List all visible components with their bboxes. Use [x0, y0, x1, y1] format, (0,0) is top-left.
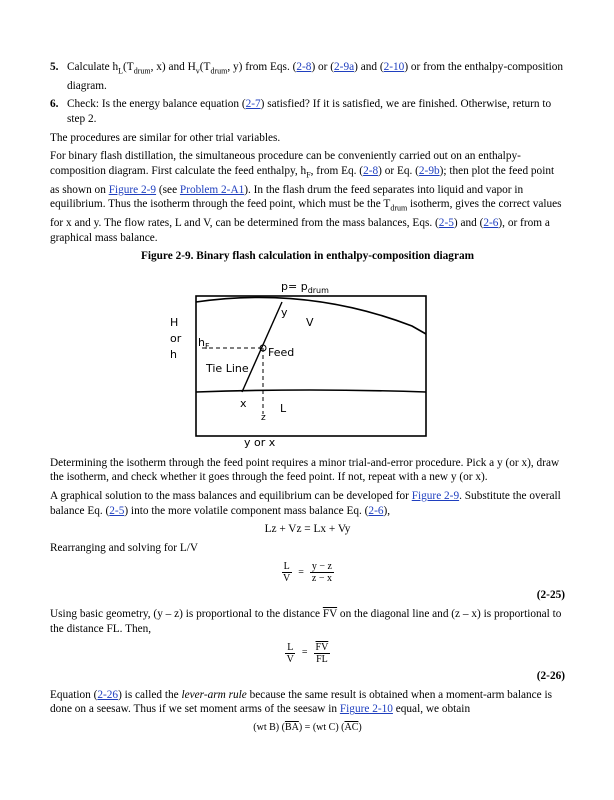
denominator: V	[286, 654, 294, 666]
text: Check: Is the energy balance equation (	[67, 98, 246, 111]
text: (wt B) (	[253, 722, 285, 733]
feed-label: Feed	[267, 345, 294, 359]
segment-AC: $\overline{AC}$	[344, 722, 359, 733]
text: ); then plot the feed point as shown on	[50, 164, 555, 196]
text: (see	[156, 183, 180, 196]
fraction-rhs	[314, 642, 331, 665]
text: For binary flash distillation, the simultaneous procedure can be conveniently carried out on an enthalpy-composition diagram. First calculate the feed enthalpy, h	[50, 150, 521, 177]
axis-H-label: H	[169, 315, 178, 329]
subscript: L	[118, 66, 124, 76]
para-lever-arm	[50, 688, 565, 717]
text: isotherm, gives the correct values for x and y. The flow rates, L and V, can be determined from the mass balances, Eqs. (	[50, 198, 562, 230]
liquid-saturation-curve	[196, 390, 426, 392]
fraction-lhs	[281, 561, 292, 584]
text: Equation (	[50, 688, 98, 701]
step-6	[50, 97, 565, 126]
text: , from Eq. (	[310, 164, 364, 177]
x-axis-label: y or x	[243, 435, 275, 449]
link-figure-2-9[interactable]: Figure 2-9	[411, 490, 460, 503]
link-eq-2-6[interactable]: 2-6	[368, 504, 384, 517]
fraction-lhs	[285, 642, 296, 665]
text: ) satisfied? If it is satisfied, we are finished. Otherwise, return to step 2.	[67, 98, 552, 126]
link-eq-2-8[interactable]: 2-8	[363, 164, 379, 177]
link-figure-2-9[interactable]: Figure 2-9	[108, 183, 157, 196]
equals-sign: =	[301, 647, 308, 659]
denominator: FL	[316, 654, 328, 666]
axis-h-label: h	[169, 347, 177, 361]
segment-FV: $\overline{FV}$	[322, 608, 338, 621]
emphasis-lever-arm-rule: lever-arm rule	[181, 688, 247, 701]
document-page	[50, 60, 565, 740]
z-point-label: z	[260, 412, 266, 423]
text: ),	[383, 504, 391, 517]
numerator: $\overline{FV}$	[315, 642, 329, 654]
equation-seesaw	[50, 721, 565, 736]
link-eq-2-8[interactable]: 2-8	[296, 61, 312, 73]
figure-caption: Figure 2-9. Binary flash calculation in enthalpy-composition diagram	[140, 250, 475, 263]
x-point-label: x	[239, 396, 247, 410]
text: )	[358, 722, 362, 733]
text: ) or (	[311, 61, 335, 73]
text: ) = (wt C) (	[298, 722, 345, 733]
para-binary	[50, 149, 565, 245]
link-problem-2-a1[interactable]: Problem 2-A1	[179, 183, 245, 196]
numerator: L	[287, 642, 294, 654]
subscript: v	[195, 66, 200, 76]
text: ) and (	[354, 61, 384, 73]
subscript: drum	[390, 203, 408, 213]
link-eq-2-5[interactable]: 2-5	[438, 217, 454, 230]
equation-2-25	[50, 561, 565, 584]
y-point-label: y	[280, 305, 288, 319]
para-similar: The procedures are similar for other trial variables.	[50, 131, 281, 144]
text: A graphical solution to the mass balances and equilibrium can be developed for	[50, 490, 412, 503]
text: ) or Eq. (	[378, 164, 419, 177]
text: ), or from a graphical mass balance.	[50, 217, 550, 244]
step-number: 6.	[50, 98, 59, 111]
subscript: drum	[133, 66, 151, 76]
text: ). In the flash drum the feed separates into liquid and vapor in equilibrium. Thus the isotherm through the feed point, which must be the T	[50, 183, 524, 211]
para-rearranging: Rearranging and solving for L/V	[50, 541, 199, 554]
text: on the diagonal line and (z – x) is proportional to the distance FL. Then,	[50, 608, 562, 635]
text: , x) and H	[150, 61, 196, 73]
step-text	[67, 60, 565, 93]
link-eq-2-5[interactable]: 2-5	[109, 504, 125, 517]
para-geometry	[50, 607, 565, 636]
text: , y) from Eqs. (	[227, 61, 297, 73]
hF-label: $h_F$	[197, 335, 210, 351]
link-eq-2-7[interactable]: 2-7	[245, 98, 261, 111]
step-text	[67, 97, 565, 126]
step-5	[50, 60, 565, 93]
axis-or-label: or	[169, 331, 181, 345]
link-eq-2-9b[interactable]: 2-9b	[418, 164, 440, 177]
tie-line-label: Tie Line	[205, 361, 249, 375]
text: (T	[123, 61, 134, 73]
fraction-rhs	[310, 561, 334, 584]
enthalpy-composition-figure	[158, 268, 458, 450]
text: equal, we obtain	[392, 703, 471, 716]
link-eq-2-9a[interactable]: 2-9a	[334, 61, 355, 73]
link-eq-2-26[interactable]: 2-26	[97, 688, 119, 701]
equation-2-26	[50, 642, 565, 665]
text: Using basic geometry, (y – z) is proportional to the distance	[50, 608, 323, 621]
text: Calculate h	[67, 61, 119, 73]
link-eq-2-10[interactable]: 2-10	[383, 61, 405, 73]
step-number: 5.	[50, 61, 59, 73]
link-figure-2-10[interactable]: Figure 2-10	[339, 703, 393, 716]
subscript: drum	[210, 66, 228, 76]
text: ) or from the enthalpy-composition diagram.	[67, 61, 564, 92]
text: ) into the more volatile component mass balance Eq. (	[124, 504, 369, 517]
para-determining: Determining the isotherm through the feed point requires a minor trial-and-error procedure. Pick a y (or x), draw the isotherm, and check whether it goes through the feed point. If not, repeat with a new y (or x).	[50, 456, 560, 484]
text: (T	[199, 61, 211, 73]
text: ) and (	[453, 217, 484, 230]
equals-sign: =	[298, 566, 304, 578]
equation-number: (2-26)	[536, 670, 565, 683]
vapor-V-label: V	[305, 315, 314, 329]
text: ) is called the	[118, 688, 182, 701]
liquid-L-label: L	[279, 401, 286, 415]
text: because the same result is obtained when a moment-arm balance is done on a seesaw. Thus if we set moment arms of the seesaw in	[50, 688, 553, 716]
numerator: L	[283, 561, 290, 573]
text: . Substitute the overall balance Eq. (	[50, 490, 561, 517]
denominator: z − x	[311, 573, 332, 585]
equation-number: (2-25)	[536, 589, 565, 602]
denominator: V	[283, 573, 291, 585]
subscript: F	[306, 170, 311, 180]
pressure-label: $p= p_{drum}$	[280, 279, 329, 295]
link-eq-2-6[interactable]: 2-6	[483, 217, 499, 230]
numerator: y − z	[311, 561, 332, 573]
equation-balance: Lz + Vz = Lx + Vy	[264, 523, 351, 536]
segment-BA: $\overline{BA}$	[284, 722, 299, 733]
para-graphical	[50, 489, 565, 518]
